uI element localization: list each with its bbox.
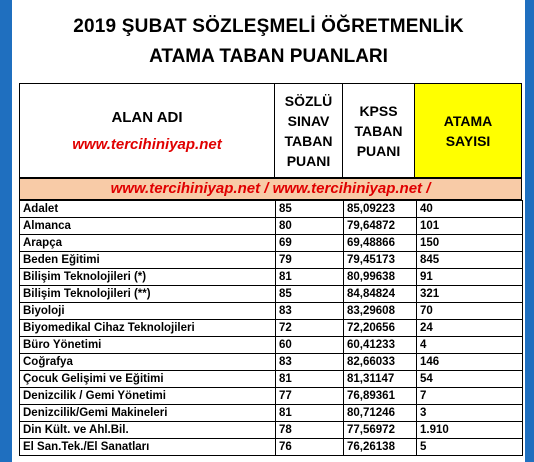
cell-alan-adi: Biyomedikal Cihaz Teknolojileri xyxy=(20,320,276,337)
cell-sozlu-puan: 77 xyxy=(276,388,344,405)
page-title: 2019 ŞUBAT SÖZLEŞMELİ ÖĞRETMENLİK xyxy=(73,16,464,37)
table-row xyxy=(20,371,523,388)
cell-sozlu-puan: 78 xyxy=(276,422,344,439)
cell-sozlu-puan: 80 xyxy=(276,218,344,235)
cell-kpss-puan: 77,56972 xyxy=(344,422,417,439)
cell-atama-sayisi: 845 xyxy=(417,252,523,269)
header-kpss-puan xyxy=(342,83,415,178)
cell-kpss-puan: 69,48866 xyxy=(344,235,417,252)
cell-kpss-puan: 84,84824 xyxy=(344,286,417,303)
table-row xyxy=(20,286,523,303)
cell-sozlu-puan: 79 xyxy=(276,252,344,269)
table-row xyxy=(20,320,523,337)
cell-alan-adi: El San.Tek./El Sanatları xyxy=(20,439,276,456)
header-sozlu-line: SINAV xyxy=(287,112,330,129)
cell-kpss-puan: 72,20656 xyxy=(344,320,417,337)
cell-kpss-puan: 76,26138 xyxy=(344,439,417,456)
header-kpss-line: PUANI xyxy=(356,142,401,159)
table-row xyxy=(20,405,523,422)
table-row xyxy=(20,303,523,320)
cell-alan-adi: Arapça xyxy=(20,235,276,252)
cell-kpss-puan: 79,64872 xyxy=(344,218,417,235)
cell-kpss-puan: 83,29608 xyxy=(344,303,417,320)
cell-sozlu-puan: 69 xyxy=(276,235,344,252)
cell-atama-sayisi: 91 xyxy=(417,269,523,286)
header-atama-line: SAYISI xyxy=(445,132,491,149)
table-row xyxy=(20,269,523,286)
cell-kpss-puan: 81,31147 xyxy=(344,371,417,388)
cell-kpss-puan: 80,99638 xyxy=(344,269,417,286)
cell-sozlu-puan: 83 xyxy=(276,303,344,320)
page-subtitle: ATAMA TABAN PUANLARI xyxy=(149,46,388,67)
right-frame-bar xyxy=(525,0,534,462)
header-sozlu-line: TABAN xyxy=(284,132,333,149)
header-sozlu-puan xyxy=(274,83,343,178)
header-kpss-line: TABAN xyxy=(354,122,403,139)
cell-sozlu-puan: 85 xyxy=(276,286,344,303)
cell-atama-sayisi: 7 xyxy=(417,388,523,405)
cell-sozlu-puan: 81 xyxy=(276,405,344,422)
cell-kpss-puan: 80,71246 xyxy=(344,405,417,422)
cell-alan-adi: Denizcilik/Gemi Makineleri xyxy=(20,405,276,422)
site-link[interactable]: www.tercihiniyap.net xyxy=(72,135,222,153)
cell-alan-adi: Çocuk Gelişimi ve Eğitimi xyxy=(20,371,276,388)
cell-atama-sayisi: 54 xyxy=(417,371,523,388)
cell-sozlu-puan: 85 xyxy=(276,201,344,218)
table-row xyxy=(20,201,523,218)
cell-atama-sayisi: 150 xyxy=(417,235,523,252)
header-sozlu-line: PUANI xyxy=(286,152,331,169)
header-atama-sayisi xyxy=(414,83,522,178)
cell-sozlu-puan: 81 xyxy=(276,371,344,388)
cell-kpss-puan: 82,66033 xyxy=(344,354,417,371)
table-row xyxy=(20,388,523,405)
table-row xyxy=(20,218,523,235)
table-row xyxy=(20,252,523,269)
left-frame-bar xyxy=(0,0,12,462)
cell-atama-sayisi: 1.910 xyxy=(417,422,523,439)
table-row xyxy=(20,235,523,252)
cell-atama-sayisi: 101 xyxy=(417,218,523,235)
header-atama-line: ATAMA xyxy=(443,112,493,129)
site-banner[interactable]: www.tercihiniyap.net / www.tercihiniyap.net / xyxy=(19,178,522,200)
table-row xyxy=(20,439,523,456)
cell-kpss-puan: 60,41233 xyxy=(344,337,417,354)
cell-atama-sayisi: 146 xyxy=(417,354,523,371)
cell-alan-adi: Büro Yönetimi xyxy=(20,337,276,354)
header-kpss-line: KPSS xyxy=(359,102,398,119)
cell-atama-sayisi: 321 xyxy=(417,286,523,303)
table-row xyxy=(20,422,523,439)
cell-alan-adi: Almanca xyxy=(20,218,276,235)
cell-alan-adi: Denizcilik / Gemi Yönetimi xyxy=(20,388,276,405)
cell-sozlu-puan: 72 xyxy=(276,320,344,337)
cell-sozlu-puan: 81 xyxy=(276,269,344,286)
cell-atama-sayisi: 3 xyxy=(417,405,523,422)
cell-kpss-puan: 85,09223 xyxy=(344,201,417,218)
cell-atama-sayisi: 70 xyxy=(417,303,523,320)
cell-alan-adi: Bilişim Teknolojileri (*) xyxy=(20,269,276,286)
cell-sozlu-puan: 60 xyxy=(276,337,344,354)
results-sheet xyxy=(12,0,525,462)
cell-alan-adi: Bilişim Teknolojileri (**) xyxy=(20,286,276,303)
cell-sozlu-puan: 76 xyxy=(276,439,344,456)
header-alan-adi-label: ALAN ADI xyxy=(111,108,183,126)
cell-alan-adi: Din Kült. ve Ahl.Bil. xyxy=(20,422,276,439)
cell-alan-adi: Beden Eğitimi xyxy=(20,252,276,269)
cell-kpss-puan: 76,89361 xyxy=(344,388,417,405)
cell-kpss-puan: 79,45173 xyxy=(344,252,417,269)
header-sozlu-line: SÖZLÜ xyxy=(284,92,333,109)
cell-atama-sayisi: 40 xyxy=(417,201,523,218)
cell-atama-sayisi: 4 xyxy=(417,337,523,354)
cell-atama-sayisi: 24 xyxy=(417,320,523,337)
table-row xyxy=(20,354,523,371)
cell-alan-adi: Biyoloji xyxy=(20,303,276,320)
table-row xyxy=(20,337,523,354)
results-table xyxy=(19,200,523,456)
header-alan-adi xyxy=(19,83,275,178)
cell-atama-sayisi: 5 xyxy=(417,439,523,456)
cell-sozlu-puan: 83 xyxy=(276,354,344,371)
cell-alan-adi: Adalet xyxy=(20,201,276,218)
cell-alan-adi: Coğrafya xyxy=(20,354,276,371)
